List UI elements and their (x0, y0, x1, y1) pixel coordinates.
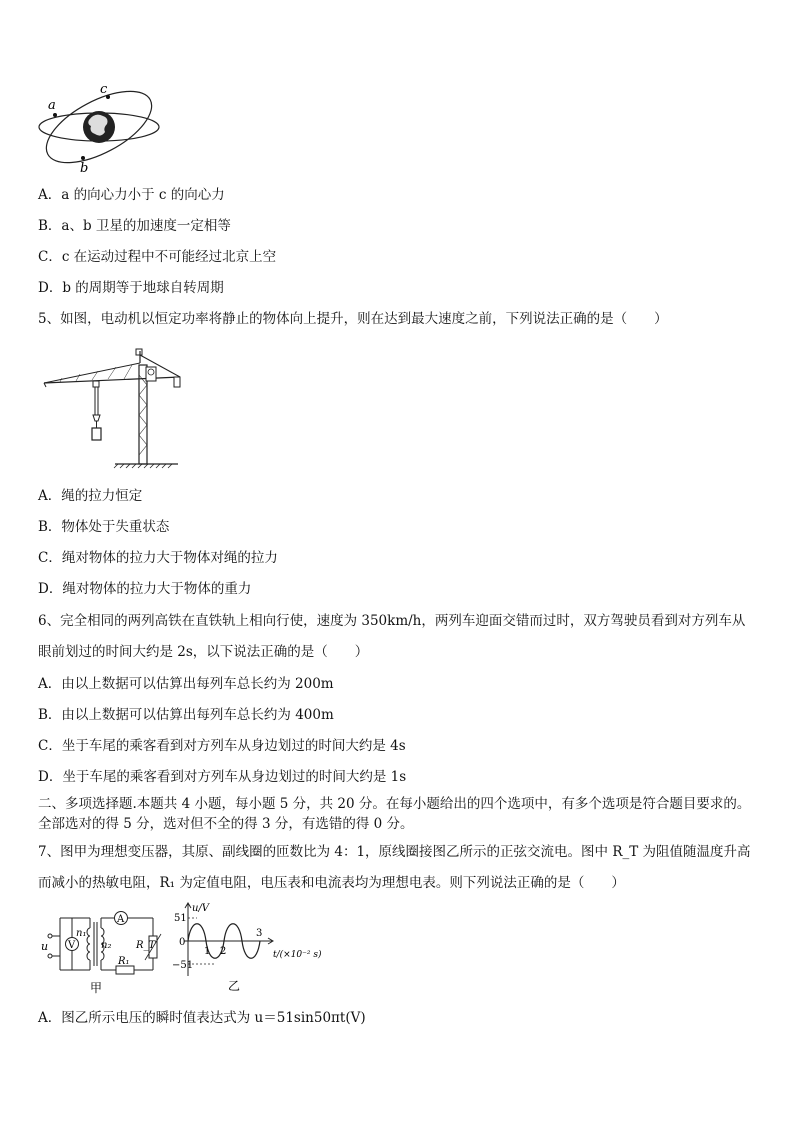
q5-option-d: D．绳对物体的拉力大于物体的重力 (38, 581, 252, 597)
label-a: a (48, 98, 56, 113)
x-axis-label: t/(×10⁻² s) (273, 950, 322, 960)
q6-option-c: C．坐于车尾的乘客看到对方列车从身边划过的时间大约是 4s (38, 738, 406, 754)
q7-option-a: A．图乙所示电压的瞬时值表达式为 u＝51sin50πt(V) (38, 1010, 366, 1026)
label-voltmeter: V (68, 940, 76, 951)
q5-option-b: B．物体处于失重状态 (38, 519, 170, 535)
q5-option-a: A．绳的拉力恒定 (38, 488, 143, 504)
q6-option-d: D．坐于车尾的乘客看到对方列车从身边划过的时间大约是 1s (38, 769, 407, 785)
caption-yi: 乙 (228, 979, 241, 993)
label-b: b (80, 161, 89, 175)
q5-stem: 5、如图，电动机以恒定功率将静止的物体向上提升，则在达到最大速度之前，下列说法正确的是（ ） (38, 311, 668, 327)
section2-line1: 二、多项选择题.本题共 4 小题，每小题 5 分，共 20 分。在每小题给出的四个选项中，有多个选项是符合题目要求的。 (38, 796, 751, 812)
y-tick-51: 51 (174, 913, 187, 924)
label-RT: R_T (136, 940, 156, 951)
label-n1: n₁ (76, 928, 87, 939)
label-c: c (100, 82, 108, 97)
label-u: u (41, 940, 49, 953)
x-tick-2: 2 (220, 946, 227, 957)
voltage-waveform-figure (172, 902, 337, 996)
satellite-b (81, 156, 85, 160)
q5-option-c: C．绳对物体的拉力大于物体对绳的拉力 (38, 550, 278, 566)
x-tick-3: 3 (256, 928, 263, 939)
q6-stem-line1: 6、完全相同的两列高铁在直铁轨上相向行使，速度为 350km/h，两列车迎面交错而过时，双方驾驶员看到对方列车从 (38, 613, 746, 629)
label-R1: R₁ (118, 956, 130, 967)
label-ammeter: A (117, 914, 125, 925)
crane-figure (40, 345, 190, 470)
q4-option-b: B．a、b 卫星的加速度一定相等 (38, 218, 231, 234)
satellite-a (53, 113, 57, 117)
q4-option-a: A．a 的向心力小于 c 的向心力 (38, 187, 225, 203)
q6-option-b: B．由以上数据可以估算出每列车总长约为 400m (38, 707, 334, 723)
y-tick-minus51: −51 (172, 960, 194, 971)
x-tick-1: 1 (204, 946, 211, 957)
section2-line2: 全部选对的得 5 分，选对但不全的得 3 分，有选错的得 0 分。 (38, 816, 414, 832)
q7-stem-line1: 7、图甲为理想变压器，其原、副线圈的匝数比为 4：1，原线圈接图乙所示的正弦交流电。图中 R_T 为阻值随温度升高 (38, 844, 751, 860)
q4-option-d: D．b 的周期等于地球自转周期 (38, 280, 224, 296)
q7-stem-line2: 而减小的热敏电阻，R₁ 为定值电阻，电压表和电流表均为理想电表。则下列说法正确的是（ ） (38, 875, 625, 891)
orbit-figure (35, 80, 165, 175)
caption-jia: 甲 (90, 981, 103, 995)
q6-stem-line2: 眼前划过的时间大约是 2s，以下说法正确的是（ ） (38, 644, 369, 660)
transformer-circuit-figure (38, 908, 168, 996)
y-axis-label: u/V (192, 903, 210, 914)
y-tick-0: 0 (179, 937, 186, 948)
label-n2: n₂ (101, 940, 112, 951)
q4-option-c: C．c 在运动过程中不可能经过北京上空 (38, 249, 277, 265)
q6-option-a: A．由以上数据可以估算出每列车总长约为 200m (38, 676, 334, 692)
